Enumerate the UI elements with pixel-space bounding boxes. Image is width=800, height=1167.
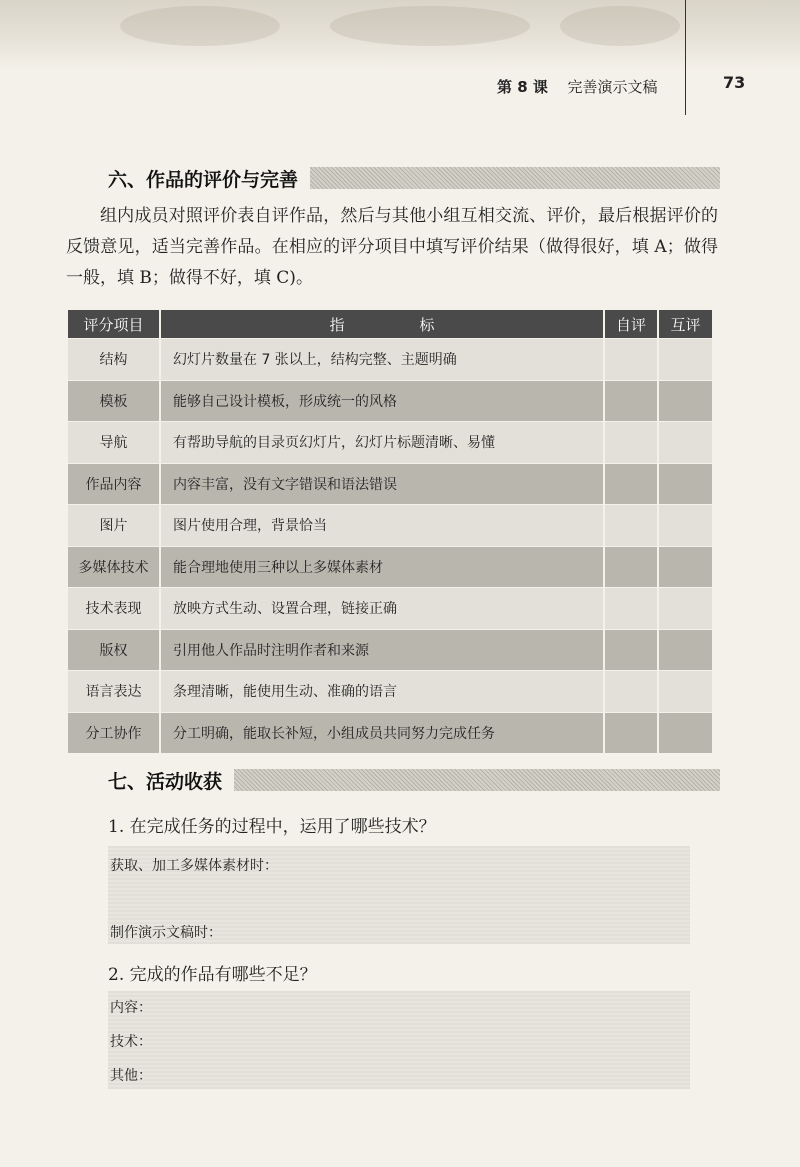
table-row — [68, 546, 712, 588]
row-item: 多媒体技术 — [68, 546, 160, 588]
answer-label-slides: 制作演示文稿时： — [110, 925, 222, 941]
row-desc: 条理清晰，能使用生动、准确的语言 — [160, 671, 604, 713]
self-eval-cell[interactable] — [604, 588, 658, 630]
section-7-title: 七、活动收获 — [108, 770, 223, 793]
row-item: 结构 — [68, 339, 160, 381]
section-6-title: 六、作品的评价与完善 — [108, 168, 299, 191]
answer-label-other: 其他： — [110, 1068, 152, 1084]
heading-hatch-bar — [310, 167, 720, 189]
header-decoration — [120, 6, 280, 46]
self-eval-cell[interactable] — [604, 629, 658, 671]
question-1: 1. 在完成任务的过程中，运用了哪些技术？ — [108, 817, 436, 837]
self-eval-cell[interactable] — [604, 463, 658, 505]
table-row — [68, 339, 712, 381]
header-self-eval: 自评 — [604, 310, 658, 339]
table-header-row — [68, 310, 712, 339]
section-6-heading — [108, 163, 720, 193]
self-eval-cell[interactable] — [604, 339, 658, 381]
row-desc: 能够自己设计模板，形成统一的风格 — [160, 380, 604, 422]
row-item: 分工协作 — [68, 712, 160, 753]
peer-eval-cell[interactable] — [658, 422, 712, 464]
peer-eval-cell[interactable] — [658, 380, 712, 422]
peer-eval-cell[interactable] — [658, 546, 712, 588]
table-row — [68, 422, 712, 464]
running-head — [497, 76, 657, 97]
peer-eval-cell[interactable] — [658, 712, 712, 753]
answer-label-technique: 技术： — [110, 1034, 152, 1050]
decorative-header-band — [0, 0, 800, 70]
section-6-paragraph: 组内成员对照评价表自评作品，然后与其他小组互相交流、评价，最后根据评价的反馈意见，适当完善作品。在相应的评分项目中填写评价结果（做得很好，填 A；做得一般，填 B；做得不好，填 C)。 — [66, 206, 718, 288]
row-desc: 图片使用合理，背景恰当 — [160, 505, 604, 547]
table-row — [68, 588, 712, 630]
peer-eval-cell[interactable] — [658, 588, 712, 630]
peer-eval-cell[interactable] — [658, 505, 712, 547]
row-desc: 能合理地使用三种以上多媒体素材 — [160, 546, 604, 588]
table-row — [68, 712, 712, 753]
question-2: 2. 完成的作品有哪些不足？ — [108, 965, 317, 985]
peer-eval-cell[interactable] — [658, 629, 712, 671]
table-row — [68, 505, 712, 547]
page-number: 73 — [723, 73, 746, 92]
self-eval-cell[interactable] — [604, 380, 658, 422]
self-eval-cell[interactable] — [604, 546, 658, 588]
row-desc: 分工明确，能取长补短，小组成员共同努力完成任务 — [160, 712, 604, 753]
answer-label-materials: 获取、加工多媒体素材时： — [110, 858, 278, 874]
header-rule — [685, 0, 686, 115]
row-desc: 内容丰富，没有文字错误和语法错误 — [160, 463, 604, 505]
table-row — [68, 380, 712, 422]
row-desc: 引用他人作品时注明作者和来源 — [160, 629, 604, 671]
lesson-title: 完善演示文稿 — [567, 78, 658, 96]
table-row — [68, 463, 712, 505]
self-eval-cell[interactable] — [604, 671, 658, 713]
peer-eval-cell[interactable] — [658, 339, 712, 381]
row-item: 模板 — [68, 380, 160, 422]
row-desc: 有帮助导航的目录页幻灯片，幻灯片标题清晰、易懂 — [160, 422, 604, 464]
header-decoration — [560, 6, 680, 46]
row-item: 版权 — [68, 629, 160, 671]
evaluation-table — [68, 310, 712, 753]
heading-hatch-bar — [234, 769, 720, 791]
table-row — [68, 629, 712, 671]
row-item: 图片 — [68, 505, 160, 547]
section-7-heading — [108, 765, 720, 795]
self-eval-cell[interactable] — [604, 422, 658, 464]
row-item: 语言表达 — [68, 671, 160, 713]
self-eval-cell[interactable] — [604, 712, 658, 753]
row-desc: 放映方式生动、设置合理，链接正确 — [160, 588, 604, 630]
row-desc: 幻灯片数量在 7 张以上，结构完整、主题明确 — [160, 339, 604, 381]
row-item: 导航 — [68, 422, 160, 464]
table-row — [68, 671, 712, 713]
header-indicator: 指 标 — [160, 310, 604, 339]
row-item: 技术表现 — [68, 588, 160, 630]
peer-eval-cell[interactable] — [658, 671, 712, 713]
answer-label-content: 内容： — [110, 1000, 152, 1016]
header-item: 评分项目 — [68, 310, 160, 339]
header-peer-eval: 互评 — [658, 310, 712, 339]
answer-area-2[interactable] — [108, 991, 690, 1089]
header-decoration — [330, 6, 530, 46]
peer-eval-cell[interactable] — [658, 463, 712, 505]
row-item: 作品内容 — [68, 463, 160, 505]
self-eval-cell[interactable] — [604, 505, 658, 547]
lesson-number: 第 8 课 — [497, 78, 548, 96]
